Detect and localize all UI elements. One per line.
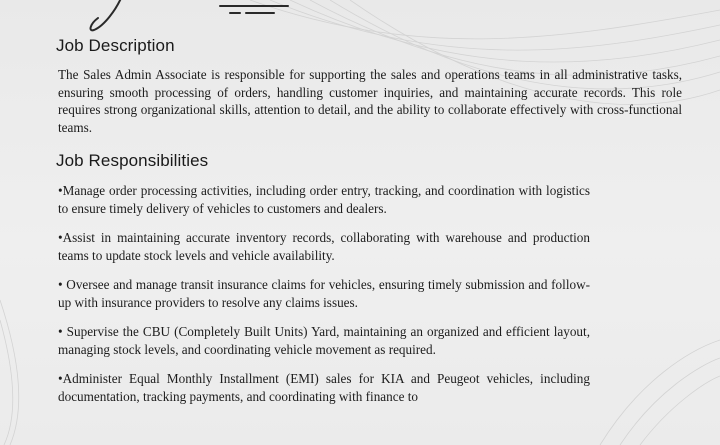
list-item: • Oversee and manage transit insurance claims for vehicles, ensuring timely submission and follow-up with insurance providers to resolve any claims issues. xyxy=(58,277,590,310)
job-responsibilities-heading: Job Responsibilities xyxy=(56,151,209,170)
list-item: • Supervise the CBU (Completely Built Units) Yard, maintaining an organized and efficient layout, managing stock levels, and coordinating vehicle movement as required. xyxy=(58,324,590,357)
responsibilities-list xyxy=(58,182,590,417)
list-item: •Assist in maintaining accurate inventory records, collaborating with warehouse and production teams to update stock levels and vehicle availability. xyxy=(58,230,590,263)
job-description-text: The Sales Admin Associate is responsible for supporting the sales and operations teams in all administrative tasks, ensuring smooth processing of orders, handling customer inquiries, and maintaining accurate records. This role requires strong organizational skills, attention to detail, and the ability to collaborate effectively with cross-functional teams. xyxy=(58,67,682,135)
list-item: •Administer Equal Monthly Installment (EMI) sales for KIA and Peugeot vehicles, including documentation, tracking payments, and coordinating with finance to xyxy=(58,371,590,404)
job-description-heading: Job Description xyxy=(56,36,175,55)
signature-logo xyxy=(60,0,320,40)
list-item: •Manage order processing activities, including order entry, tracking, and coordination with logistics to ensure timely delivery of vehicles to customers and dealers. xyxy=(58,183,590,216)
